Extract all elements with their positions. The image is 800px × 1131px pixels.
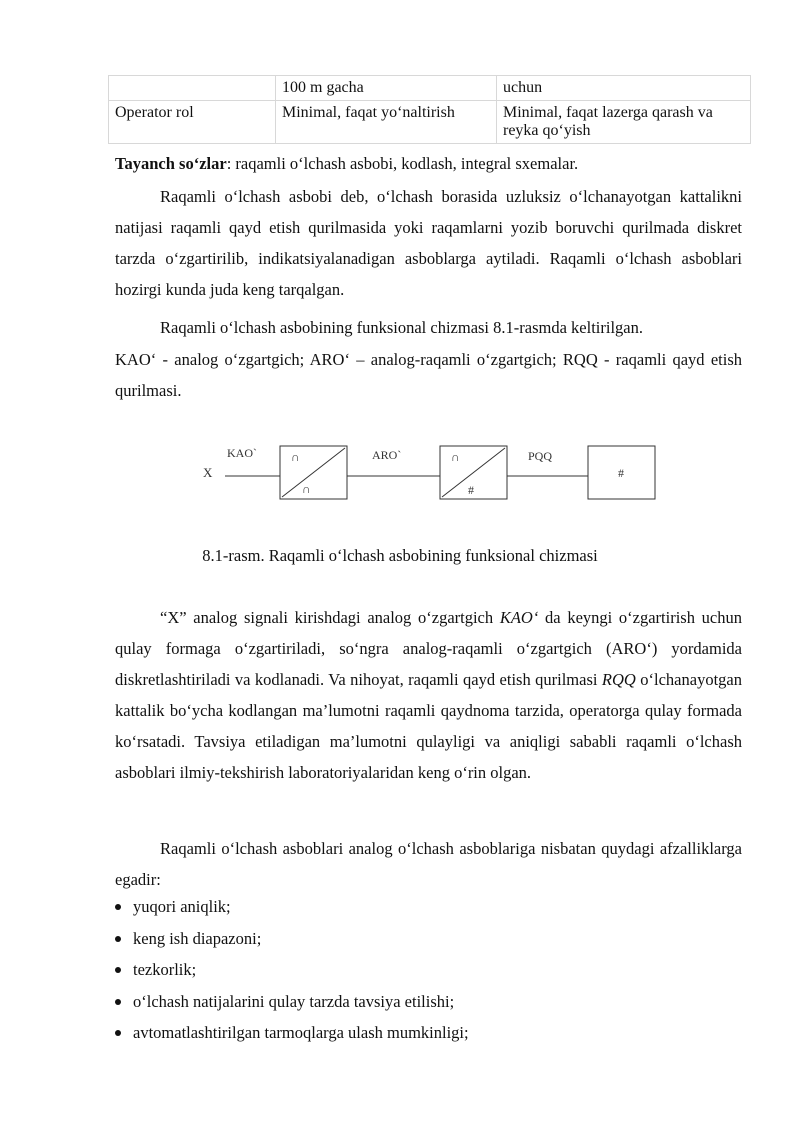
paragraph-abbreviations: KAO‘ - analog o‘zgartgich; ARO‘ – analog-raqamli o‘zgartgich; RQQ - raqamli qayd etish qurilmasi.: [115, 350, 742, 400]
table-cell: 100 m gacha: [276, 76, 497, 101]
list-item-text: yuqori aniqlik;: [133, 897, 231, 916]
comparison-table: [108, 75, 751, 144]
kao-label: KAO`: [227, 446, 257, 460]
table-cell: Minimal, faqat lazerga qarash va reyka qo‘yish: [497, 101, 751, 144]
keywords-label: Tayanch so‘zlar: [115, 154, 227, 173]
bullet-icon: [115, 1030, 121, 1036]
kao-italic: KAO‘: [499, 608, 539, 627]
list-item-text: avtomatlashtirilgan tarmoqlarga ulash mumkinligi;: [133, 1023, 469, 1043]
list-item: [113, 992, 469, 1024]
block2-bottom-symbol: #: [468, 483, 474, 497]
keywords-line: [115, 154, 578, 174]
figure-caption: 8.1-rasm. Raqamli o‘lchash asbobining funksional chizmasi: [202, 546, 598, 565]
list-item: [113, 960, 469, 992]
block2-top-symbol: ∩: [451, 450, 460, 464]
list-item-text: o‘lchash natijalarini qulay tarzda tavsiya etilishi;: [133, 991, 455, 1011]
table-cell: uchun: [497, 76, 751, 101]
pqq-label: PQQ: [528, 449, 553, 463]
block3-symbol: #: [618, 466, 624, 480]
bullet-icon: [115, 967, 121, 973]
text-fragment: o‘lchanayotgan kattalik bo‘ycha kodlangan ma’lumotni raqamli qaydnoma tarzida, operatorga qulay formada ko‘rsatadi. Tavsiya etiladigan ma’lumotni qulayligi va aniqligi sababli raqamli o‘lchash asboblari ilmiy-tekshirish laboratoriyalaridan keng o‘rin olgan.: [115, 670, 742, 782]
list-item: [113, 929, 469, 961]
advantages-list: [113, 897, 469, 1055]
paragraph-description: [115, 602, 742, 788]
bullet-icon: [115, 936, 121, 942]
table-cell: [109, 76, 276, 101]
functional-diagram: [195, 440, 665, 508]
table-row: [109, 76, 751, 101]
list-item-text: keng ish diapazoni;: [133, 928, 262, 948]
paragraph-figure-ref: Raqamli o‘lchash asbobining funksional chizmasi 8.1-rasmda keltirilgan.: [160, 318, 643, 337]
list-item: [113, 897, 469, 929]
bullet-icon: [115, 904, 121, 910]
table-row: [109, 101, 751, 144]
text-fragment: da keyngi o‘zgartirish uchun qulay formaga o‘zgartiriladi, so‘ngra analog-raqamli o‘zgartgich (ARO‘) yordamida diskretlashtiriladi va kodlanadi. Va nihoyat, raqamli qayd etish qurilmasi: [115, 608, 742, 689]
list-item-text: tezkorlik;: [133, 960, 197, 980]
text-fragment: “X” analog signali kirishdagi analog o‘zgartgich: [160, 608, 500, 627]
rqq-italic: RQQ: [601, 670, 636, 689]
paragraph-definition: Raqamli o‘lchash asbobi deb, o‘lchash borasida uzluksiz o‘lchanayotgan kattalikni natijasi raqamli qayd etish qurilmasida yoki raqamlarni yozib boruvchi qurilmada diskret tarzda o‘zgartirilib, indikatsiyalanadigan asboblarga aytiladi. Raqamli o‘lchash asboblari hozirgi kunda juda keng tarqalgan.: [115, 187, 742, 299]
table-cell: Minimal, faqat yo‘naltirish: [276, 101, 497, 144]
table-cell: Operator rol: [109, 101, 276, 144]
paragraph-advantages-intro: Raqamli o‘lchash asboblari analog o‘lchash asboblariga nisbatan quydagi afzalliklarga egadir:: [115, 839, 742, 889]
block1-bottom-symbol: ∩: [302, 482, 311, 496]
list-item: [113, 1023, 469, 1055]
aro-label: ARO`: [372, 448, 402, 462]
keywords-text: : raqamli o‘lchash asbobi, kodlash, integral sxemalar.: [226, 154, 579, 173]
bullet-icon: [115, 999, 121, 1005]
input-label: X: [203, 465, 213, 480]
block1-top-symbol: ∩: [291, 450, 300, 464]
